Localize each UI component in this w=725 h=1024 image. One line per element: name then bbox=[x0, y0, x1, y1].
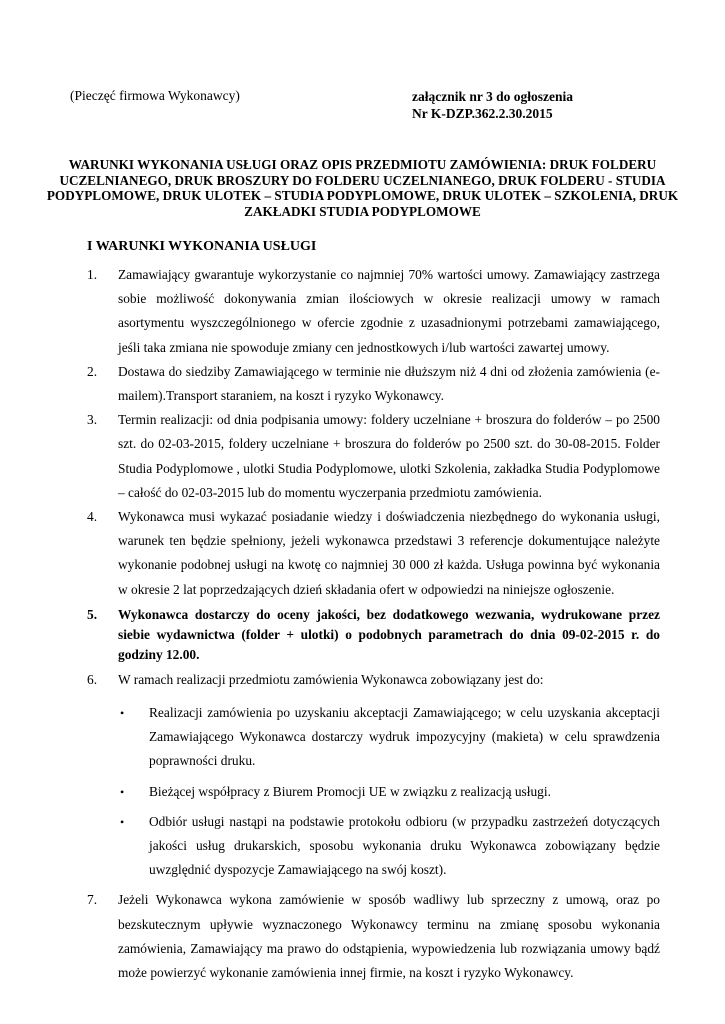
item-number: 5. bbox=[87, 606, 98, 622]
item-text: Termin realizacji: od dnia podpisania umowy: foldery uczelniane + broszura do folderów – po 2500 szt. do 02-03-2015, foldery uczelniane + broszura do folderów po 2500 szt. do 30-08-2015. Folder Studia Podyplomowe , ulotki Studia Podyplomowe, ulotki Szkolenia, zakładka Studia Podyplomowe – całość do 02-03-2015 lub do momentu wyczerpania przedmiotu zamówienia. bbox=[118, 412, 660, 500]
item-text: Wykonawca dostarczy do oceny jakości, bez dodatkowego wezwania, wydrukowane przez siebie wydawnictwa (folder + ulotki) o podobnych parametrach do dnia 09-02-2015 r. do godziny 12.00. bbox=[118, 606, 660, 662]
item-text: Wykonawca musi wykazać posiadanie wiedzy i doświadczenia niezbędnego do wykonania usługi, warunek ten będzie spełniony, jeżeli wykonawca przedstawi 3 referencje dokumentujące należyte wykonanie podobnej usługi na kwotę co najmniej 30 000 zł każda. Usługa powinna być wykonania w okresie 2 lat poprzedzających dzień składania ofert w odpowiedzi na niniejsze ogłoszenie. bbox=[118, 509, 660, 597]
bullet-icon: • bbox=[120, 814, 125, 829]
list-item bbox=[87, 505, 660, 602]
bullet-text: Odbiór usługi nastąpi na podstawie protokołu odbioru (w przypadku zastrzeżeń dotyczących jakości usług drukarskich, sposobu wykonania druku Wykonawca zobowiązany będzie uwzględnić dyspozycje Zamawiającego na swój koszt). bbox=[149, 813, 660, 878]
bullet-item bbox=[87, 780, 660, 804]
bullet-icon: • bbox=[120, 784, 125, 799]
attachment-number: załącznik nr 3 do ogłoszenia bbox=[412, 89, 574, 104]
attachment-reference bbox=[412, 88, 573, 122]
company-stamp-label: (Pieczęć firmowa Wykonawcy) bbox=[70, 88, 240, 103]
list-item bbox=[87, 408, 660, 505]
item-number: 4. bbox=[87, 509, 98, 525]
list-item-bold bbox=[87, 605, 660, 665]
item-text: Zamawiający gwarantuje wykorzystanie co najmniej 70% wartości umowy. Zamawiający zastrzega sobie możliwość dokonywania zmian ilościowych w okresie realizacji umowy w ramach asortymentu wyszczególnionego w ofercie zgodnie z uzasadnionymi potrzebami zamawiającego, jeśli taka zmiana nie spowoduje zmiany cen jednostkowych i/lub wartości zawartej umowy. bbox=[118, 267, 660, 355]
list-item bbox=[87, 668, 660, 692]
bullet-item bbox=[87, 810, 660, 883]
item-text: Jeżeli Wykonawca wykona zamówienie w sposób wadliwy lub sprzeczny z umową, oraz po bezskutecznym upływie wyznaczonego Wykonawcy terminu na zmianę sposobu wykonania zamówienia, Zamawiający ma prawo do odstąpienia, wypowiedzenia lub rozwiązania umowy bądź może powierzyć wykonanie zamówienia innej firmie, na koszt i ryzyko Wykonawcy. bbox=[118, 892, 660, 981]
item-number: 7. bbox=[87, 892, 98, 908]
document-title: WARUNKI WYKONANIA USŁUGI ORAZ OPIS PRZEDMIOTU ZAMÓWIENIA: DRUK FOLDERU UCZELNIANEGO, DRUK BROSZURY DO FOLDERU UCZELNIANEGO, DRUK FOLDERU - STUDIA PODYPLOMOWE, DRUK ULOTEK – STUDIA PODYPLOMOWE, DRUK ULOTEK – SZKOLENIA, DRUK ZAKŁADKI STUDIA PODYPLOMOWE bbox=[46, 157, 679, 219]
conditions-list bbox=[87, 263, 660, 985]
item-number: 3. bbox=[87, 412, 98, 428]
bullet-item bbox=[87, 701, 660, 774]
list-item bbox=[87, 360, 660, 408]
reference-number: Nr K-DZP.362.2.30.2015 bbox=[412, 106, 553, 121]
obligations-bullet-list bbox=[87, 701, 660, 882]
list-item bbox=[87, 888, 660, 985]
bullet-text: Bieżącej współpracy z Biurem Promocji UE w związku z realizacją usługi. bbox=[149, 783, 551, 799]
item-text: W ramach realizacji przedmiotu zamówienia Wykonawca zobowiązany jest do: bbox=[118, 671, 544, 687]
item-number: 1. bbox=[87, 267, 98, 282]
list-item bbox=[87, 263, 660, 360]
item-number: 6. bbox=[87, 671, 98, 687]
bullet-text: Realizacji zamówienia po uzyskaniu akceptacji Zamawiającego; w celu uzyskania akceptacji Zamawiającego Wykonawca dostarczy wydruk impozycyjny (makieta) w celu sprawdzenia poprawności druku. bbox=[149, 705, 660, 769]
item-text: Dostawa do siedziby Zamawiającego w terminie nie dłuższym niż 4 dni od złożenia zamówienia (e-mailem).Transport staraniem, na koszt i ryzyko Wykonawcy. bbox=[118, 363, 660, 404]
item-number: 2. bbox=[87, 363, 98, 379]
section-heading: I WARUNKI WYKONANIA USŁUGI bbox=[87, 239, 317, 254]
bullet-icon: • bbox=[120, 706, 125, 721]
